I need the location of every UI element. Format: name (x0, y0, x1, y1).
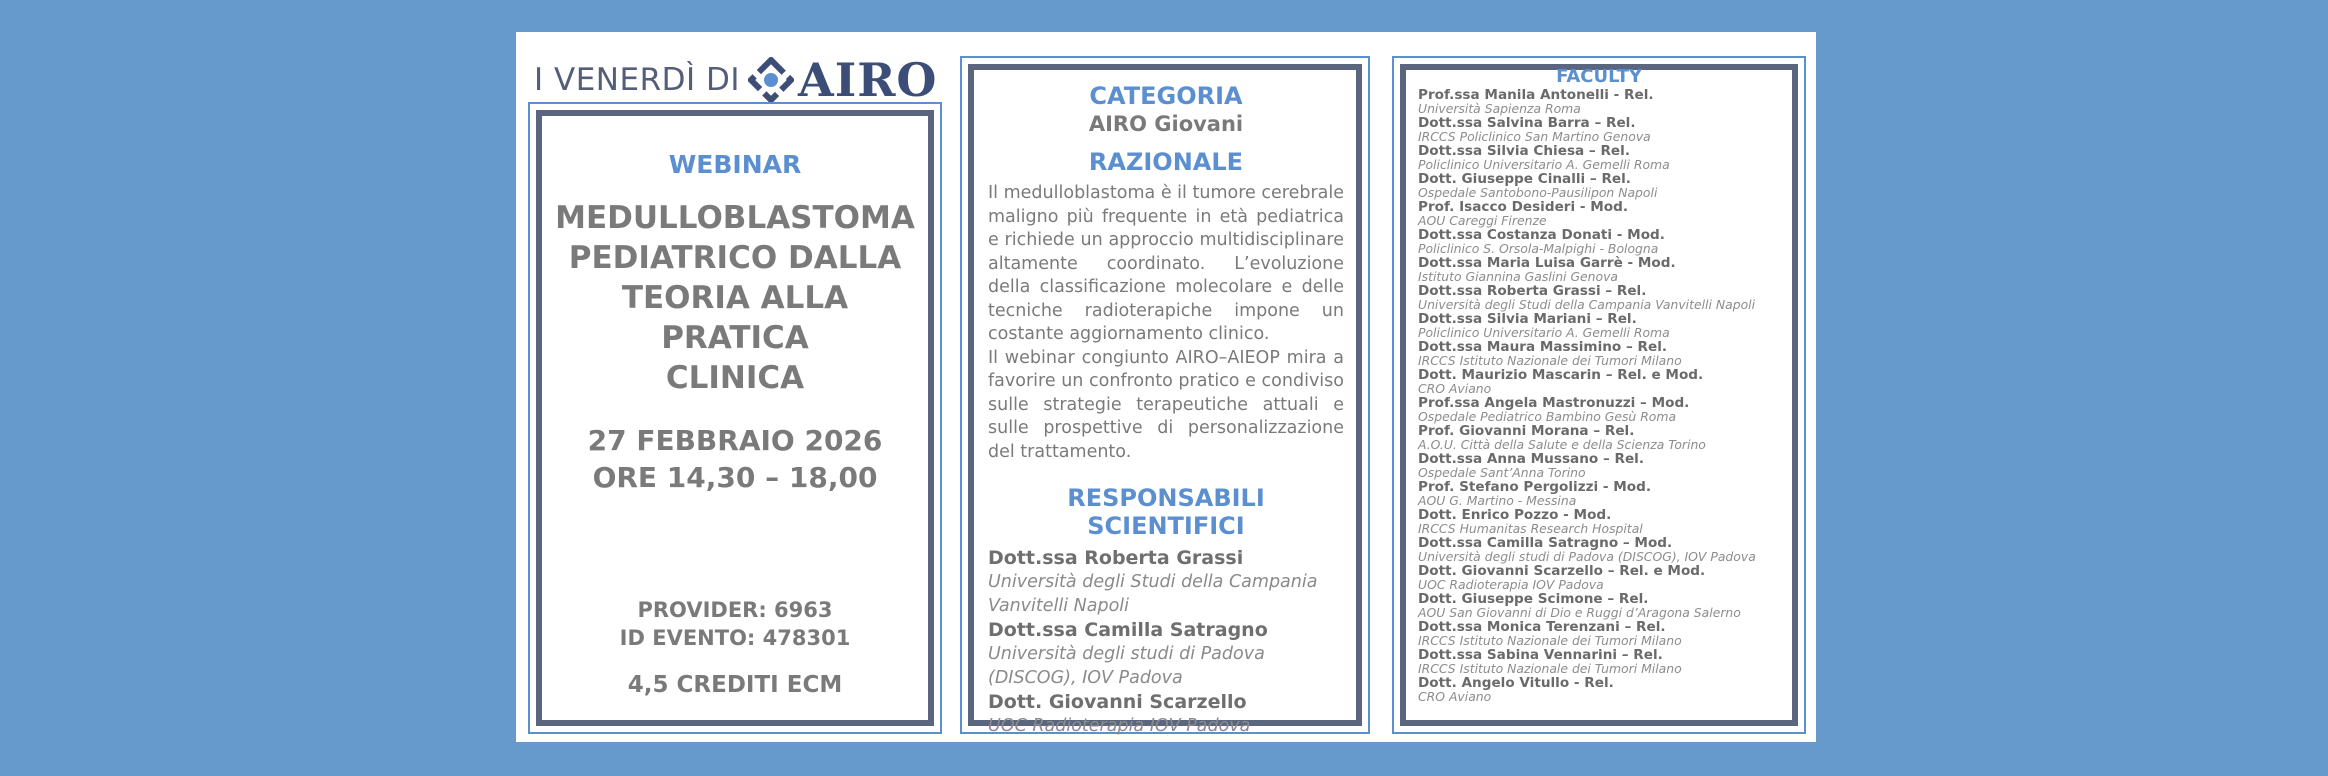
faculty-name: Prof.ssa Angela Mastronuzzi – Mod. (1418, 395, 1690, 411)
rationale-heading: RAZIONALE (1088, 148, 1244, 176)
faculty-affiliation: Ospedale Santobono-Pausilipon Napoli (1418, 185, 1658, 200)
event-time: ORE 14,30 – 18,00 (592, 461, 878, 494)
responsabile-affiliation: Università degli Studi della Campania Vanvitelli Napoli (988, 572, 1318, 616)
responsabili-heading: RESPONSABILI SCIENTIFICI (1067, 484, 1265, 540)
faculty-panel-frame (1400, 64, 1798, 726)
faculty-affiliation: UOC Radioterapia IOV Padova (1418, 577, 1604, 592)
brand-header (534, 50, 944, 110)
event-title-line: MEDULLOBLASTOMA (555, 200, 915, 236)
event-datetime (542, 422, 928, 496)
faculty-name: Dott.ssa Salvina Barra – Rel. (1418, 115, 1636, 131)
event-panel (528, 102, 942, 734)
info-content (988, 70, 1344, 738)
faculty-name: Prof. Stefano Pergolizzi - Mod. (1418, 479, 1652, 495)
event-title-line: TEORIA ALLA PRATICA (621, 280, 849, 356)
info-panel-frame (968, 64, 1362, 736)
responsabili-list (988, 546, 1344, 738)
event-title-line: PEDIATRICO DALLA (568, 240, 902, 276)
faculty-affiliation: Ospedale Sant’Anna Torino (1418, 465, 1586, 480)
faculty-name: Dott.ssa Sabina Vennarini – Rel. (1418, 647, 1663, 663)
faculty-affiliation: CRO Aviano (1418, 381, 1492, 396)
faculty-name: Dott. Giuseppe Cinalli – Rel. (1418, 171, 1631, 187)
responsabile-name: Dott. Giovanni Scarzello (988, 691, 1247, 713)
faculty-panel (1392, 56, 1806, 734)
airo-diamond-icon (748, 57, 794, 103)
responsabile-name: Dott.ssa Camilla Satragno (988, 619, 1268, 641)
ecm-credits: 4,5 CREDITI ECM (627, 672, 843, 698)
responsabile-name: Dott.ssa Roberta Grassi (988, 547, 1244, 569)
responsabile-affiliation: Università degli studi di Padova (DISCOG), IOV Padova (988, 644, 1265, 688)
faculty-name: Dott.ssa Costanza Donati - Mod. (1418, 227, 1665, 243)
faculty-affiliation: IRCCS Humanitas Research Hospital (1418, 521, 1643, 536)
faculty-affiliation: Policlinico S. Orsola-Malpighi - Bologna (1418, 241, 1659, 256)
faculty-name: Dott. Angelo Vitullo - Rel. (1418, 675, 1614, 691)
faculty-name: Dott.ssa Silvia Mariani – Rel. (1418, 311, 1637, 327)
event-id: ID EVENTO: 478301 (619, 626, 851, 650)
faculty-affiliation: CRO Aviano (1418, 689, 1492, 704)
faculty-affiliation: Policlinico Universitario A. Gemelli Roma (1418, 157, 1670, 172)
faculty-affiliation: Università Sapienza Roma (1418, 101, 1581, 116)
faculty-affiliation: Università degli studi di Padova (DISCOG), IOV Padova (1418, 549, 1756, 564)
event-panel-frame (536, 110, 934, 726)
webinar-label: WEBINAR (668, 150, 802, 179)
faculty-name: Dott.ssa Camilla Satragno – Mod. (1418, 535, 1673, 551)
rationale-paragraph: Il medulloblastoma è il tumore cerebrale maligno più frequente in età pediatrica e richiede un approccio multidisciplinare altamente coordinato. L’evoluzione della classificazione molecolare e delle tecniche radioterapiche impone un costante aggiornamento clinico. (988, 183, 1344, 344)
flyer-sheet (516, 32, 1816, 742)
faculty-name: Dott. Enrico Pozzo - Mod. (1418, 507, 1612, 523)
faculty-affiliation: Policlinico Universitario A. Gemelli Roma (1418, 325, 1670, 340)
faculty-name: Dott.ssa Anna Mussano – Rel. (1418, 451, 1645, 467)
faculty-name: Dott. Giovanni Scarzello – Rel. e Mod. (1418, 563, 1706, 579)
faculty-name: Dott. Giuseppe Scimone – Rel. (1418, 591, 1649, 607)
event-title-line: CLINICA (665, 360, 805, 396)
faculty-affiliation: Istituto Giannina Gaslini Genova (1418, 269, 1619, 284)
faculty-name: Dott.ssa Roberta Grassi – Rel. (1418, 283, 1647, 299)
faculty-affiliation: IRCCS Policlinico San Martino Genova (1418, 129, 1651, 144)
faculty-name: Dott.ssa Monica Terenzani – Rel. (1418, 619, 1666, 635)
brand-name: AIRO (798, 53, 938, 107)
faculty-name: Dott.ssa Maura Massimino – Rel. (1418, 339, 1668, 355)
rationale-text (988, 182, 1344, 464)
faculty-name: Prof.ssa Manila Antonelli - Rel. (1418, 87, 1654, 103)
provider-code: PROVIDER: 6963 (637, 598, 833, 622)
faculty-affiliation: AOU Careggi Firenze (1418, 213, 1547, 228)
faculty-affiliation: A.O.U. Città della Salute e della Scienza Torino (1418, 437, 1706, 452)
faculty-name: Prof. Isacco Desideri - Mod. (1418, 199, 1629, 215)
category-value: AIRO Giovani (1088, 112, 1244, 136)
provider-info (542, 596, 928, 652)
faculty-affiliation: IRCCS Istituto Nazionale dei Tumori Milano (1418, 353, 1682, 368)
rationale-paragraph: Il webinar congiunto AIRO–AIEOP mira a favorire un confronto pratico e condiviso sulle strategie terapeutiche attuali e sulle prospettive di personalizzazione del trattamento. (988, 347, 1344, 462)
faculty-heading: FACULTY (1556, 66, 1642, 87)
faculty-affiliation: IRCCS Istituto Nazionale dei Tumori Milano (1418, 633, 1682, 648)
faculty-affiliation: AOU G. Martino - Messina (1418, 493, 1577, 508)
faculty-list (1418, 88, 1784, 704)
responsabile-affiliation: UOC Radioterapia IOV Padova (988, 716, 1251, 736)
category-heading: CATEGORIA (1089, 82, 1243, 110)
faculty-affiliation: Ospedale Pediatrico Bambino Gesù Roma (1418, 409, 1677, 424)
faculty-name: Dott. Maurizio Mascarin – Rel. e Mod. (1418, 367, 1704, 383)
faculty-affiliation: AOU San Giovanni di Dio e Ruggi d’Aragona Salerno (1418, 605, 1741, 620)
faculty-affiliation: Università degli Studi della Campania Vanvitelli Napoli (1418, 297, 1756, 312)
faculty-name: Dott.ssa Silvia Chiesa – Rel. (1418, 143, 1630, 159)
event-date: 27 FEBBRAIO 2026 (587, 424, 883, 457)
event-title (552, 198, 918, 398)
brand-prefix: I VENERDÌ DI (534, 62, 740, 98)
faculty-name: Prof. Giovanni Morana – Rel. (1418, 423, 1635, 439)
faculty-affiliation: IRCCS Istituto Nazionale dei Tumori Milano (1418, 661, 1682, 676)
faculty-name: Dott.ssa Maria Luisa Garrè - Mod. (1418, 255, 1676, 271)
info-panel (960, 56, 1370, 734)
